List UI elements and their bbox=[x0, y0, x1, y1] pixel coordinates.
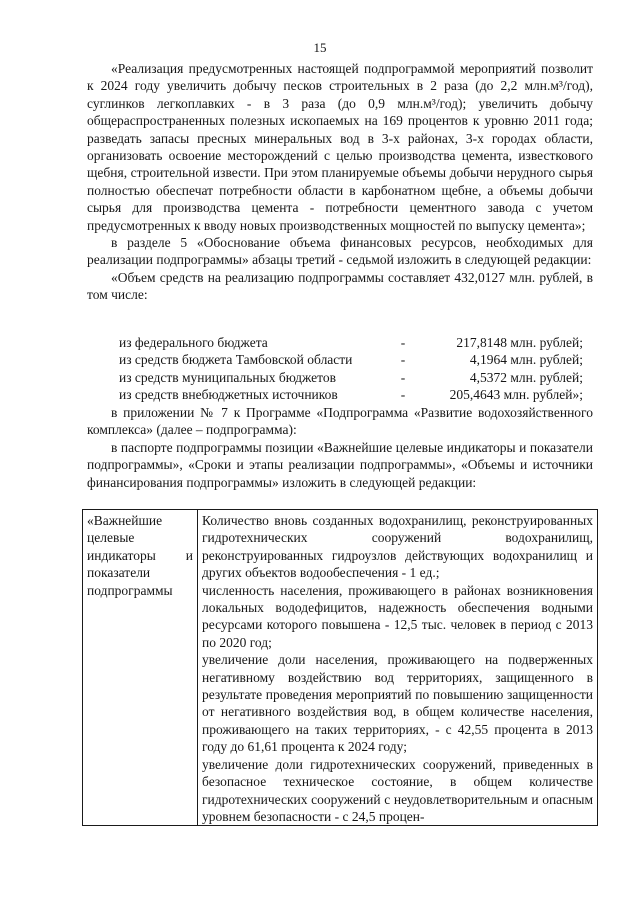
funding-label: из средств бюджета Тамбовской области bbox=[119, 352, 353, 368]
funding-amount: 205,4643 млн. рублей»; bbox=[449, 387, 583, 403]
funding-dash: - bbox=[400, 352, 406, 368]
indicator-heading-cell bbox=[83, 510, 198, 826]
passport-table bbox=[82, 509, 598, 826]
page-number: 15 bbox=[313, 40, 327, 55]
paragraph-subprogram-results: «Реализация предусмотренных настоящей подпрограммой мероприятий позволит к 2024 году увеличить добычу песков строительных в 2 раза (до 2,2 млн.м³/год), суглинков легкоплавких - в 3 раза (до 0,9 млн.м³/год); увеличить добычу общераспространенных полезных ископаемых на 169 процентов к уровню 2011 года; разведать запасы пресных минеральных вод в 3-х районах, 3-х городах области, организовать освоение месторождений с целью производства цемента, известкового щебня, строительной извести. При этом планируемые объемы добычи нерудного сырья полностью обеспечат потребности области в карбонатном щебне, а объемы добычи сырья для производства цемента - потребности цементного завода с учетом предусмотренных к вводу новых производственных мощностей по выпуску цемента»; bbox=[87, 61, 593, 233]
indicator-values-cell bbox=[198, 510, 598, 826]
paragraph-passport: в паспорте подпрограммы позиции «Важнейшие целевые индикаторы и показатели подпрограммы», «Сроки и этапы реализации подпрограммы», «Объемы и источники финансирования подпрограммы» изложить в следующей редакции: bbox=[87, 439, 593, 490]
lead-paragraphs bbox=[87, 60, 593, 304]
funding-row-municipal bbox=[119, 369, 593, 386]
funding-label: из средств муниципальных бюджетов bbox=[119, 369, 336, 385]
indicator-item: увеличение доли населения, проживающего на подверженных негативному воздействию вод территориях, защищенного в результате проведения мероприятий по повышению защищенности от негативного воздействия вод, в общем количестве населения, проживающего на таких территориях, - с 42,55 процента в 2013 году до 61,61 процента к 2024 году; bbox=[202, 652, 593, 755]
funding-label: из средств внебюджетных источников bbox=[119, 387, 338, 403]
funding-dash: - bbox=[400, 369, 406, 385]
funding-label: из федерального бюджета bbox=[119, 335, 268, 350]
funding-sources-list bbox=[119, 334, 593, 404]
table-row bbox=[83, 510, 598, 826]
funding-row-regional bbox=[119, 351, 593, 368]
paragraph-appendix-7: в приложении № 7 к Программе «Подпрограмма «Развитие водохозяйственного комплекса» (далее – подпрограмма): bbox=[87, 405, 593, 438]
indicator-heading: «Важнейшие целевые индикаторы и показатели подпрограммы bbox=[87, 513, 193, 598]
amendment-paragraphs bbox=[87, 404, 593, 491]
funding-amount: 4,5372 млн. рублей; bbox=[469, 369, 583, 385]
funding-dash: - bbox=[400, 387, 406, 403]
paragraph-funding-total: «Объем средств на реализацию подпрограммы составляет 432,0127 млн. рублей, в том числе: bbox=[87, 269, 593, 303]
funding-row-federal bbox=[119, 334, 593, 351]
paragraph-section-5: в разделе 5 «Обоснование объема финансовых ресурсов, необходимых для реализации подпрограммы» абзацы третий - седьмой изложить в следующей редакции: bbox=[87, 235, 593, 268]
funding-amount: 4,1964 млн. рублей; bbox=[469, 352, 583, 368]
funding-amount: 217,8148 млн. рублей; bbox=[456, 335, 583, 350]
indicator-item: численность населения, проживающего в районах возникновения локальных вододефицитов, надежность обеспечения водными ресурсами которого повышена - 12,5 тыс. человек в период с 2013 по 2020 год; bbox=[202, 582, 593, 650]
funding-row-extrabudgetary bbox=[119, 386, 593, 403]
indicator-item: увеличение доли гидротехнических сооружений, приведенных в безопасное техническое состояние, в общем количестве гидротехнических сооружений с неудовлетворительным и опасным уровнем безопасности - с 24,5 процен- bbox=[202, 756, 593, 824]
funding-dash: - bbox=[400, 335, 406, 350]
indicator-item: Количество вновь созданных водохранилищ, реконструированных гидротехнических сооружений водохранилищ, реконструированных гидроузлов действующих водохранилищ и других объектов водообеспечения - 1 ед.; bbox=[202, 513, 593, 581]
